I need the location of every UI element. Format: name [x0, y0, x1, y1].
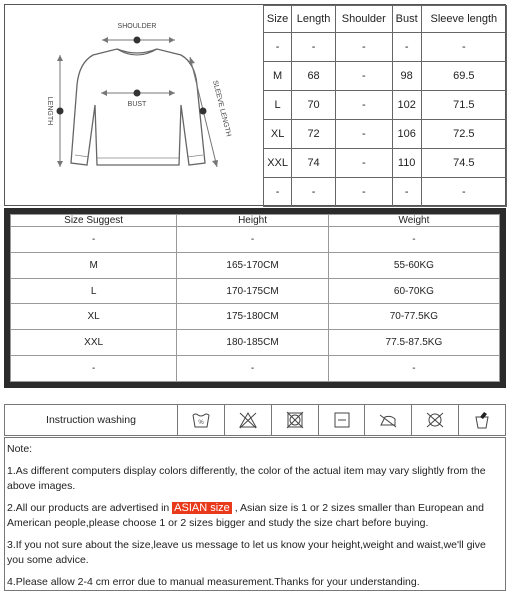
table-cell: - [392, 33, 421, 62]
table-cell: 98 [392, 62, 421, 91]
header-sleeve-length: Sleeve length [421, 6, 506, 33]
table-cell: 170-175CM [177, 278, 329, 304]
table-header-row [11, 215, 500, 227]
header-length: Length [292, 6, 336, 33]
table-row [264, 62, 507, 91]
table-row [11, 304, 500, 330]
table-cell: - [421, 33, 506, 62]
wash-30-icon [178, 405, 225, 435]
table-row [264, 91, 507, 120]
size-suggest-section [4, 208, 506, 388]
washing-label: Instruction washing [5, 405, 178, 435]
note-2-text: 2.All our products are advertised in [7, 502, 173, 514]
sleeve-length-label: SLEEVE LENGTH [211, 79, 232, 138]
table-cell: 71.5 [421, 91, 506, 120]
marker-1-icon [134, 37, 141, 44]
table-row [11, 252, 500, 278]
table-cell: XXL [11, 330, 177, 356]
table-cell: M [264, 62, 292, 91]
header-bust: Bust [392, 6, 421, 33]
table-cell: - [11, 356, 177, 382]
note-1: 1.As different computers display colors differently, the color of the actual item may vary slightly from the above images. [7, 465, 486, 492]
table-cell: XXL [264, 149, 292, 178]
no-tumble-dry-icon [272, 405, 319, 435]
table-cell: 72 [292, 120, 336, 149]
sweater-diagram [5, 5, 263, 205]
header-height: Height [177, 215, 329, 227]
table-cell: M [11, 252, 177, 278]
table-cell: 110 [392, 149, 421, 178]
hang-dry-icon [459, 405, 505, 435]
note-2-line2: American people,please choose 1 or 2 sizes bigger and study the size chart before buying. [7, 517, 429, 529]
no-dry-clean-icon [412, 405, 459, 435]
header-weight: Weight [328, 215, 499, 227]
note-4: 4.Please allow 2-4 cm error due to manual measurement.Thanks for your understanding. [7, 576, 420, 588]
table-cell: XL [11, 304, 177, 330]
header-size-suggest: Size Suggest [11, 215, 177, 227]
table-cell: - [264, 33, 292, 62]
header-shoulder: Shoulder [335, 6, 392, 33]
length-label: LENGTH [46, 96, 53, 126]
table-row [11, 330, 500, 356]
table-cell: 175-180CM [177, 304, 329, 330]
table-cell: - [335, 120, 392, 149]
iron-low-icon [365, 405, 412, 435]
table-row [264, 178, 507, 207]
shoulder-label: SHOULDER [117, 23, 157, 30]
asian-size-highlight: ASIAN size [174, 502, 230, 514]
no-bleach-icon [225, 405, 272, 435]
notes-heading: Note: [7, 443, 33, 455]
washing-instructions-row [4, 404, 506, 436]
table-cell: 74 [292, 149, 336, 178]
table-cell: - [264, 178, 292, 207]
marker-2-icon [134, 90, 141, 97]
table-cell: L [11, 278, 177, 304]
table-cell: - [328, 356, 499, 382]
note-2-rest: , Asian size is 1 or 2 sizes smaller than European and [231, 502, 484, 514]
table-cell: 106 [392, 120, 421, 149]
table-cell: - [292, 178, 336, 207]
table-cell: 70-77.5KG [328, 304, 499, 330]
table-cell: - [335, 178, 392, 207]
table-cell: 180-185CM [177, 330, 329, 356]
table-cell: - [392, 178, 421, 207]
svg-text:%: % [198, 420, 204, 426]
note-3: 3.If you not sure about the size,leave us message to let us know your height,weight and waist,we'll give you some advice. [7, 539, 486, 566]
table-cell: 72.5 [421, 120, 506, 149]
table-cell: 68 [292, 62, 336, 91]
table-cell: 102 [392, 91, 421, 120]
note-2 [7, 501, 503, 516]
header-size: Size [264, 6, 292, 33]
marker-3-icon [200, 108, 207, 115]
size-chart-section [4, 4, 506, 206]
table-cell: XL [264, 120, 292, 149]
table-cell: - [421, 178, 506, 207]
table-cell: 69.5 [421, 62, 506, 91]
table-cell: 74.5 [421, 149, 506, 178]
table-row [11, 227, 500, 253]
table-header-row [264, 6, 507, 33]
table-cell: - [328, 227, 499, 253]
table-row [264, 149, 507, 178]
table-row [264, 33, 507, 62]
table-cell: - [177, 227, 329, 253]
table-cell: 60-70KG [328, 278, 499, 304]
size-suggest-table [10, 214, 500, 382]
table-cell: 55-60KG [328, 252, 499, 278]
marker-4-icon [57, 108, 64, 115]
dry-flat-icon [319, 405, 366, 435]
table-row [264, 120, 507, 149]
bust-label: BUST [127, 101, 147, 108]
table-cell: 70 [292, 91, 336, 120]
table-cell: - [177, 356, 329, 382]
table-cell: - [292, 33, 336, 62]
table-cell: - [11, 227, 177, 253]
table-cell: 77.5-87.5KG [328, 330, 499, 356]
table-cell: - [335, 33, 392, 62]
table-cell: L [264, 91, 292, 120]
size-measurement-table [263, 5, 507, 207]
table-cell: - [335, 91, 392, 120]
table-cell: - [335, 149, 392, 178]
table-row [11, 278, 500, 304]
table-row [11, 356, 500, 382]
table-cell: - [335, 62, 392, 91]
table-cell: 165-170CM [177, 252, 329, 278]
notes-section [4, 437, 506, 591]
